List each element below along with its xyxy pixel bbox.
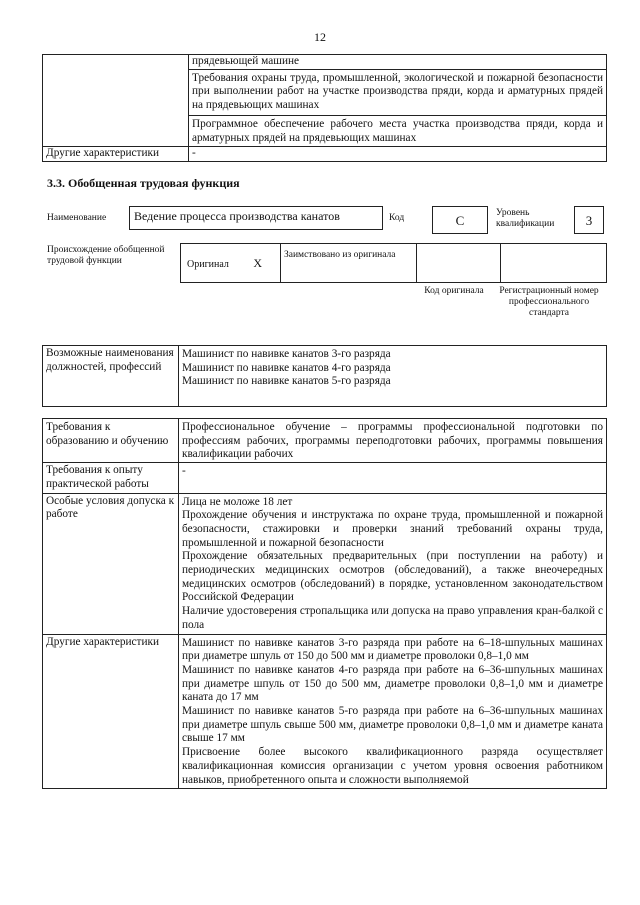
code-original-caption: Код оригинала: [424, 286, 484, 296]
reg-number-cell: [501, 244, 607, 283]
row-content: [179, 493, 607, 634]
table-row: [43, 346, 607, 407]
table-cell-label: Другие характеристики: [43, 147, 189, 162]
table-cell-text: прядевьющей машине: [189, 55, 607, 70]
level-value-box: [574, 206, 604, 234]
table-cell-text: -: [189, 147, 607, 162]
row-line: Прохождение обязательных предварительных (при поступлении на работу) и периодических медицинских осмотров (обследований), а также внеочередных медицинских осмотров (обследований) в порядке, установленном законодательством Российской Федерации: [182, 550, 603, 604]
top-table: [42, 54, 607, 162]
positions-table: [42, 345, 607, 407]
name-label: Наименование: [47, 213, 107, 223]
positions-list: [179, 346, 607, 407]
name-value-box: [129, 206, 383, 230]
table-cell-label: [43, 55, 189, 147]
original-mark: X: [253, 255, 263, 270]
row-line: Присвоение более высокого квалификационного разряда осуществляет квалификационная комиссия организации с учетом уровня освоения работником навыков, приобретенного опыта и сложности выполняемой: [182, 746, 603, 786]
level-label: Уровень квалификации: [496, 208, 555, 229]
table-row: [43, 634, 607, 789]
row-label: Особые условия допуска к работе: [43, 493, 179, 634]
original-label: Оригинал: [187, 258, 229, 270]
row-line: Профессиональное обучение – программы профессиональной подготовки по профессиям рабочих, программы переподготовки рабочих, программы повышения квалификации рабочих: [182, 421, 603, 461]
row-content: [179, 463, 607, 493]
table-row: [43, 463, 607, 493]
page-number: 12: [314, 30, 326, 44]
code-label: Код: [389, 213, 405, 223]
table-row: [43, 493, 607, 634]
table-cell-text: Программное обеспечение рабочего места участка производства пряди, корда и арматурных прядей на прядевьющих машинах: [189, 115, 607, 146]
list-item: Машинист по навивке канатов 3-го разряда: [182, 348, 391, 360]
table-row: [43, 55, 607, 70]
row-line: Прохождение обучения и инструктажа по охране труда, промышленной и пожарной безопасности, стажировки и проверки знаний требований охраны труда, промышленной и пожарной безопасности: [182, 509, 603, 549]
table-cell-text: Требования охраны труда, промышленной, экологической и пожарной безопасности при выполнении работ на участке производства пряди, корда и арматурных прядей на прядевьющих машинах: [189, 69, 607, 115]
origin-table: [180, 243, 607, 283]
code-value-box: [432, 206, 488, 234]
row-line: -: [182, 465, 186, 478]
requirements-table: [42, 418, 607, 789]
table-row: [181, 244, 607, 283]
positions-label: Возможные наименования должностей, профессий: [43, 346, 179, 407]
origin-label: Происхождение обобщенной трудовой функции: [47, 245, 165, 266]
table-row: [43, 419, 607, 463]
row-line: Машинист по навивке канатов 5-го разряда при работе на 6–36-шпульных машинах при диаметре шпуль свыше 500 мм, диаметре проволоки 0,8–1,0 мм и диаметре каната свыше 17 мм: [182, 705, 603, 745]
row-line: Машинист по навивке канатов 4-го разряда при работе на 6–36-шпульных машинах при диаметре шпуль от 150 до 500 мм, диаметре проволоки 0,8–1,0 мм и диаметре каната до 17 мм: [182, 663, 603, 704]
list-item: Машинист по навивке канатов 4-го разряда: [182, 361, 391, 374]
row-line: Лица не моложе 18 лет: [182, 495, 293, 508]
row-label: Требования к опыту практической работы: [43, 463, 179, 493]
table-row: [43, 147, 607, 162]
original-cell: [181, 244, 281, 283]
code-original-cell: [417, 244, 501, 283]
row-content: [179, 634, 607, 789]
reg-number-caption: Регистрационный номер профессионального стандарта: [499, 286, 599, 318]
row-label: Другие характеристики: [43, 634, 179, 789]
row-content: [179, 419, 607, 463]
list-item: Машинист по навивке канатов 5-го разряда: [182, 375, 391, 388]
level-value: 3: [585, 213, 593, 228]
row-label: Требования к образованию и обучению: [43, 419, 179, 463]
section-title: 3.3. Обобщенная трудовая функция: [47, 176, 240, 190]
borrowed-cell: [281, 244, 417, 283]
row-line: Наличие удостоверения стропальщика или допуска на право управления кран-балкой с пола: [182, 605, 603, 631]
code-value: C: [455, 213, 465, 228]
row-line: Машинист по навивке канатов 3-го разряда при работе на 6–18-шпульных машинах при диаметре шпуль от 150 до 500 мм и диаметре проволоки 0,8–1,0 мм: [182, 636, 603, 663]
borrowed-label: Заимствовано из оригинала: [284, 250, 396, 260]
name-value: Ведение процесса производства канатов: [134, 209, 340, 223]
